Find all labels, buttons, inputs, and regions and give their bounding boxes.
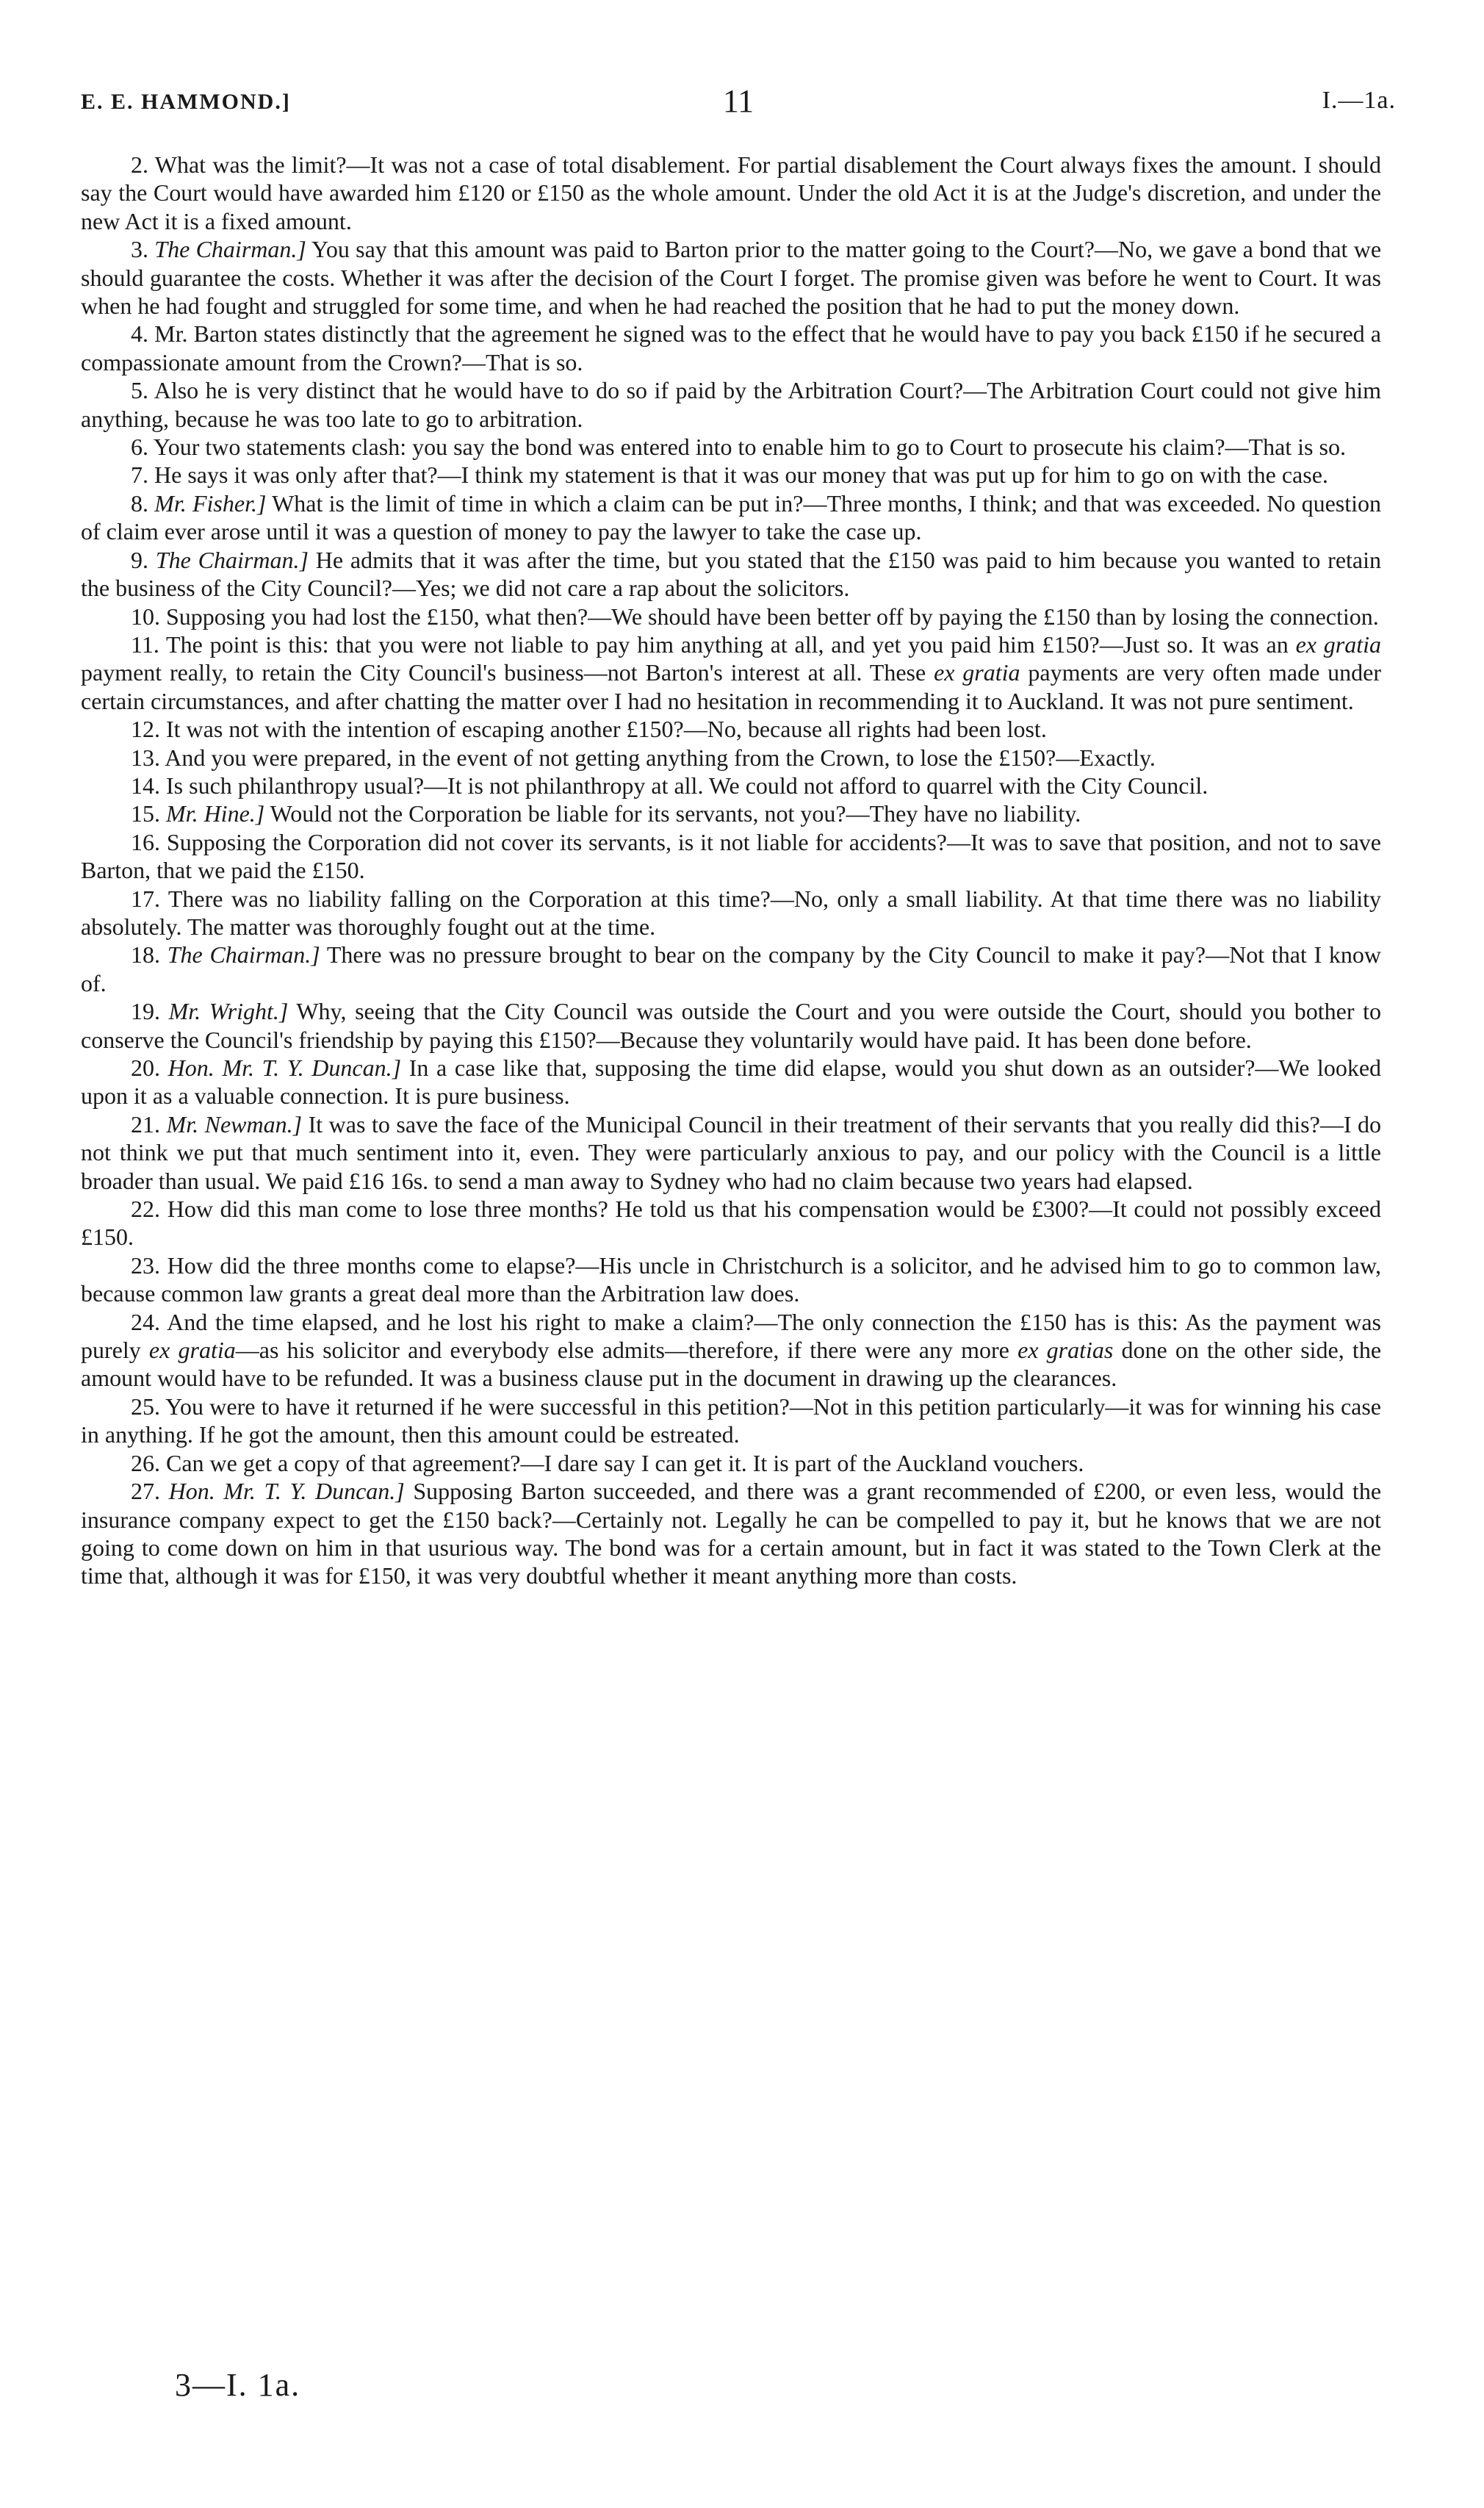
question-paragraph: [81, 800, 1381, 827]
question-number: 2.: [131, 151, 148, 178]
question-paragraph: [81, 1449, 1381, 1477]
speaker-name: Mr. Hine.]: [166, 800, 265, 827]
question-number: 24.: [131, 1308, 160, 1335]
question-text: Is such philanthropy usual?—It is not philanthropy at all. We could not afford to quarrel with the City Council.: [166, 772, 1209, 799]
question-paragraph: [81, 630, 1381, 715]
question-paragraph: [81, 715, 1381, 743]
question-paragraph: [81, 772, 1381, 800]
question-number: 25.: [131, 1393, 160, 1420]
question-paragraph: [81, 1054, 1381, 1110]
question-paragraph: [81, 997, 1381, 1054]
question-number: 21.: [131, 1110, 160, 1138]
question-number: 23.: [131, 1251, 160, 1279]
question-paragraph: [81, 433, 1381, 461]
question-text: It was to save the face of the Municipal Council in their treatment of their servants that you really did this?—I do not think we put that much sentiment into it, even. They were particularly anxious to pay, and our policy with the Council is a little broader than usual. We paid £16 16s. to send a man away to Sydney who had no claim because two years had elapsed.: [81, 1110, 1382, 1194]
question-text: The point is this: that you were not liable to pay him anything at all, and yet you paid him £150?—Just so. It was an: [166, 630, 1296, 658]
question-number: 17.: [131, 885, 160, 912]
question-paragraph: [81, 151, 1381, 235]
question-text: Also he is very distinct that he would have to do so if paid by the Arbitration Court?—The Arbitration Court could not give him anything, because he was too late to go to arbitration.: [81, 377, 1382, 432]
question-number: 7.: [131, 461, 148, 489]
question-text: You were to have it returned if he were successful in this petition?—Not in this petition particularly—it was for winning his case in anything. If he got the amount, then this amount could be estreated.: [81, 1393, 1382, 1448]
speaker-name: Hon. Mr. T. Y. Duncan.]: [168, 1478, 405, 1505]
question-paragraph: [81, 489, 1381, 546]
question-text: payment really, to retain the City Council's business—not Barton's interest at all. These: [81, 659, 934, 686]
question-text: Can we get a copy of that agreement?—I dare say I can get it. It is part of the Auckland vouchers.: [166, 1449, 1084, 1476]
question-text: It was not with the intention of escaping another £150?—No, because all rights had been lost.: [166, 716, 1047, 743]
question-text: He admits that it was after the time, but you stated that the £150 was paid to him because you wanted to retain the business of the City Council?—Yes; we did not care a rap about the solicitors.: [81, 546, 1382, 602]
question-paragraph: [81, 546, 1381, 603]
question-text: Why, seeing that the City Council was outside the Court and you were outside the Court, should you bother to conserve the Council's friendship by paying this £150?—Because they voluntarily would have paid. It has been done before.: [81, 998, 1381, 1053]
question-paragraph: [81, 461, 1381, 489]
question-number: 13.: [131, 744, 160, 771]
question-paragraph: [81, 828, 1381, 885]
question-number: 19.: [131, 998, 160, 1025]
question-paragraph: [81, 376, 1381, 433]
question-text: done on the other side, the amount would have to be refunded. It was a business clause put in the document in drawing up the clearances.: [81, 1337, 1382, 1392]
question-text: You say that this amount was paid to Barton prior to the matter going to the Court?—No, we gave a bond that we should guarantee the costs. Whether it was after the decision of the Court I forget. The promise given was before he went to Court. It was when he had fought and struggled for some time, and when he had reached the position that he had to put the money down.: [81, 236, 1382, 320]
question-text: Supposing you had lost the £150, what then?—We should have been better off by paying the £150 than by losing the connection.: [166, 603, 1379, 630]
question-text: Supposing Barton succeeded, and there was a grant recommended of £200, or even less, would the insurance company expect to get the £150 back?—Certainly not. Legally he can be compelled to pay it, but he knows that we are not going to come down on him in that usurious way. The bond was for a certain amount, but in fact it was stated to the Town Clerk at the time that, although it was for £150, it was very doubtful whether it meant anything more than costs.: [81, 1478, 1382, 1589]
question-paragraph: [81, 885, 1381, 941]
question-paragraph: [81, 1110, 1381, 1195]
question-text: And the time elapsed, and he lost his right to make a claim?—The only connection the £150 has is this: As the payment was purely: [81, 1308, 1382, 1364]
question-text: How did this man come to lose three months? He told us that his compensation would be £300?—It could not possibly exceed £150.: [81, 1196, 1382, 1251]
latin-term: ex gratia: [148, 1337, 236, 1364]
speaker-name: The Chairman.]: [155, 546, 309, 573]
latin-term: ex gratia: [1295, 630, 1382, 658]
question-paragraph: [81, 320, 1381, 376]
question-paragraph: [81, 1393, 1381, 1449]
question-paragraph: [81, 1308, 1381, 1393]
question-number: 14.: [131, 772, 160, 799]
question-number: 10.: [131, 603, 160, 630]
header-witness-name: E. E. HAMMOND.]: [81, 90, 291, 114]
question-text: There was no liability falling on the Corporation at this time?—No, only a small liability. At that time there was no liability absolutely. The matter was thoroughly fought out at the time.: [81, 885, 1381, 940]
question-number: 16.: [131, 828, 160, 855]
question-number: 15.: [131, 800, 160, 827]
question-paragraph: [81, 603, 1381, 630]
header-paper-reference: I.—1a.: [1322, 87, 1396, 114]
question-number: 4.: [131, 320, 148, 348]
latin-term: ex gratia: [934, 659, 1020, 686]
page-header: [81, 82, 1396, 126]
question-text: He says it was only after that?—I think my statement is that it was our money that was put up for him to go on with the case.: [154, 461, 1328, 489]
question-paragraph: [81, 1477, 1381, 1590]
question-number: 22.: [131, 1196, 160, 1223]
question-text: How did the three months come to elapse?—His uncle in Christchurch is a solicitor, and he advised him to go to common law, because common law grants a great deal more than the Arbitration law does.: [81, 1251, 1382, 1307]
speaker-name: Mr. Fisher.]: [154, 489, 267, 517]
question-number: 11.: [131, 630, 159, 658]
question-paragraph: [81, 1251, 1381, 1308]
speaker-name: Hon. Mr. T. Y. Duncan.]: [168, 1054, 402, 1081]
question-text: Your two statements clash: you say the bond was entered into to enable him to go to Court to prosecute his claim?—That is so.: [153, 434, 1346, 461]
question-text: Mr. Barton states distinctly that the agreement he signed was to the effect that he would have to pay you back £150 if he secured a compassionate amount from the Crown?—That is so.: [81, 320, 1382, 376]
speaker-name: Mr. Newman.]: [166, 1110, 303, 1138]
question-number: 26.: [131, 1449, 160, 1476]
question-number: 5.: [131, 377, 148, 404]
question-number: 27.: [131, 1478, 160, 1505]
question-number: 20.: [131, 1054, 160, 1081]
question-text: Would not the Corporation be liable for its servants, not you?—They have no liability.: [270, 800, 1081, 827]
question-text: What was the limit?—It was not a case of total disablement. For partial disablement the Court always fixes the amount. I should say the Court would have awarded him £120 or £150 as the whole amount. Under the old Act it is at the Judge's discretion, and under the new Act it is a fixed amount.: [81, 151, 1382, 234]
question-text: Supposing the Corporation did not cover its servants, is it not liable for accidents?—It was to save that position, and not to save Barton, that we paid the £150.: [81, 828, 1382, 884]
speaker-name: Mr. Wright.]: [168, 998, 289, 1025]
question-number: 6.: [131, 434, 148, 461]
question-text: payments are very often made under certain circumstances, and after chatting the matter over I had no hesitation in recommending it to Auckland. It was not pure sentiment.: [81, 659, 1382, 714]
question-text: What is the limit of time in which a claim can be put in?—Three months, I think; and that was exceeded. No question of claim ever arose until it was a question of money to pay the lawyer to take the case up.: [81, 489, 1382, 545]
question-paragraph: [81, 235, 1381, 320]
question-number: 8.: [131, 489, 148, 517]
signature-mark: 3—I. 1a.: [175, 2367, 301, 2403]
question-paragraph: [81, 941, 1381, 997]
speaker-name: The Chairman.]: [154, 236, 306, 263]
question-paragraph: [81, 744, 1381, 772]
question-text: And you were prepared, in the event of not getting anything from the Crown, to lose the £150?—Exactly.: [165, 744, 1156, 771]
question-text: In a case like that, supposing the time did elapse, would you shut down as an outsider?—We looked upon it as a valuable connection. It is pure business.: [81, 1054, 1382, 1110]
page-number: 11: [722, 83, 754, 119]
question-number: 12.: [131, 716, 160, 743]
question-paragraph: [81, 1195, 1381, 1251]
question-number: 9.: [131, 546, 148, 573]
evidence-body: [81, 151, 1381, 1590]
question-number: 18.: [131, 941, 160, 969]
question-number: 3.: [131, 236, 148, 263]
question-text: There was no pressure brought to bear on the company by the City Council to make it pay?—Not that I know of.: [81, 941, 1382, 996]
latin-term: ex gratias: [1017, 1337, 1114, 1364]
question-text: —as his solicitor and everybody else admits—therefore, if there were any more: [235, 1337, 1018, 1364]
speaker-name: The Chairman.]: [167, 941, 320, 969]
